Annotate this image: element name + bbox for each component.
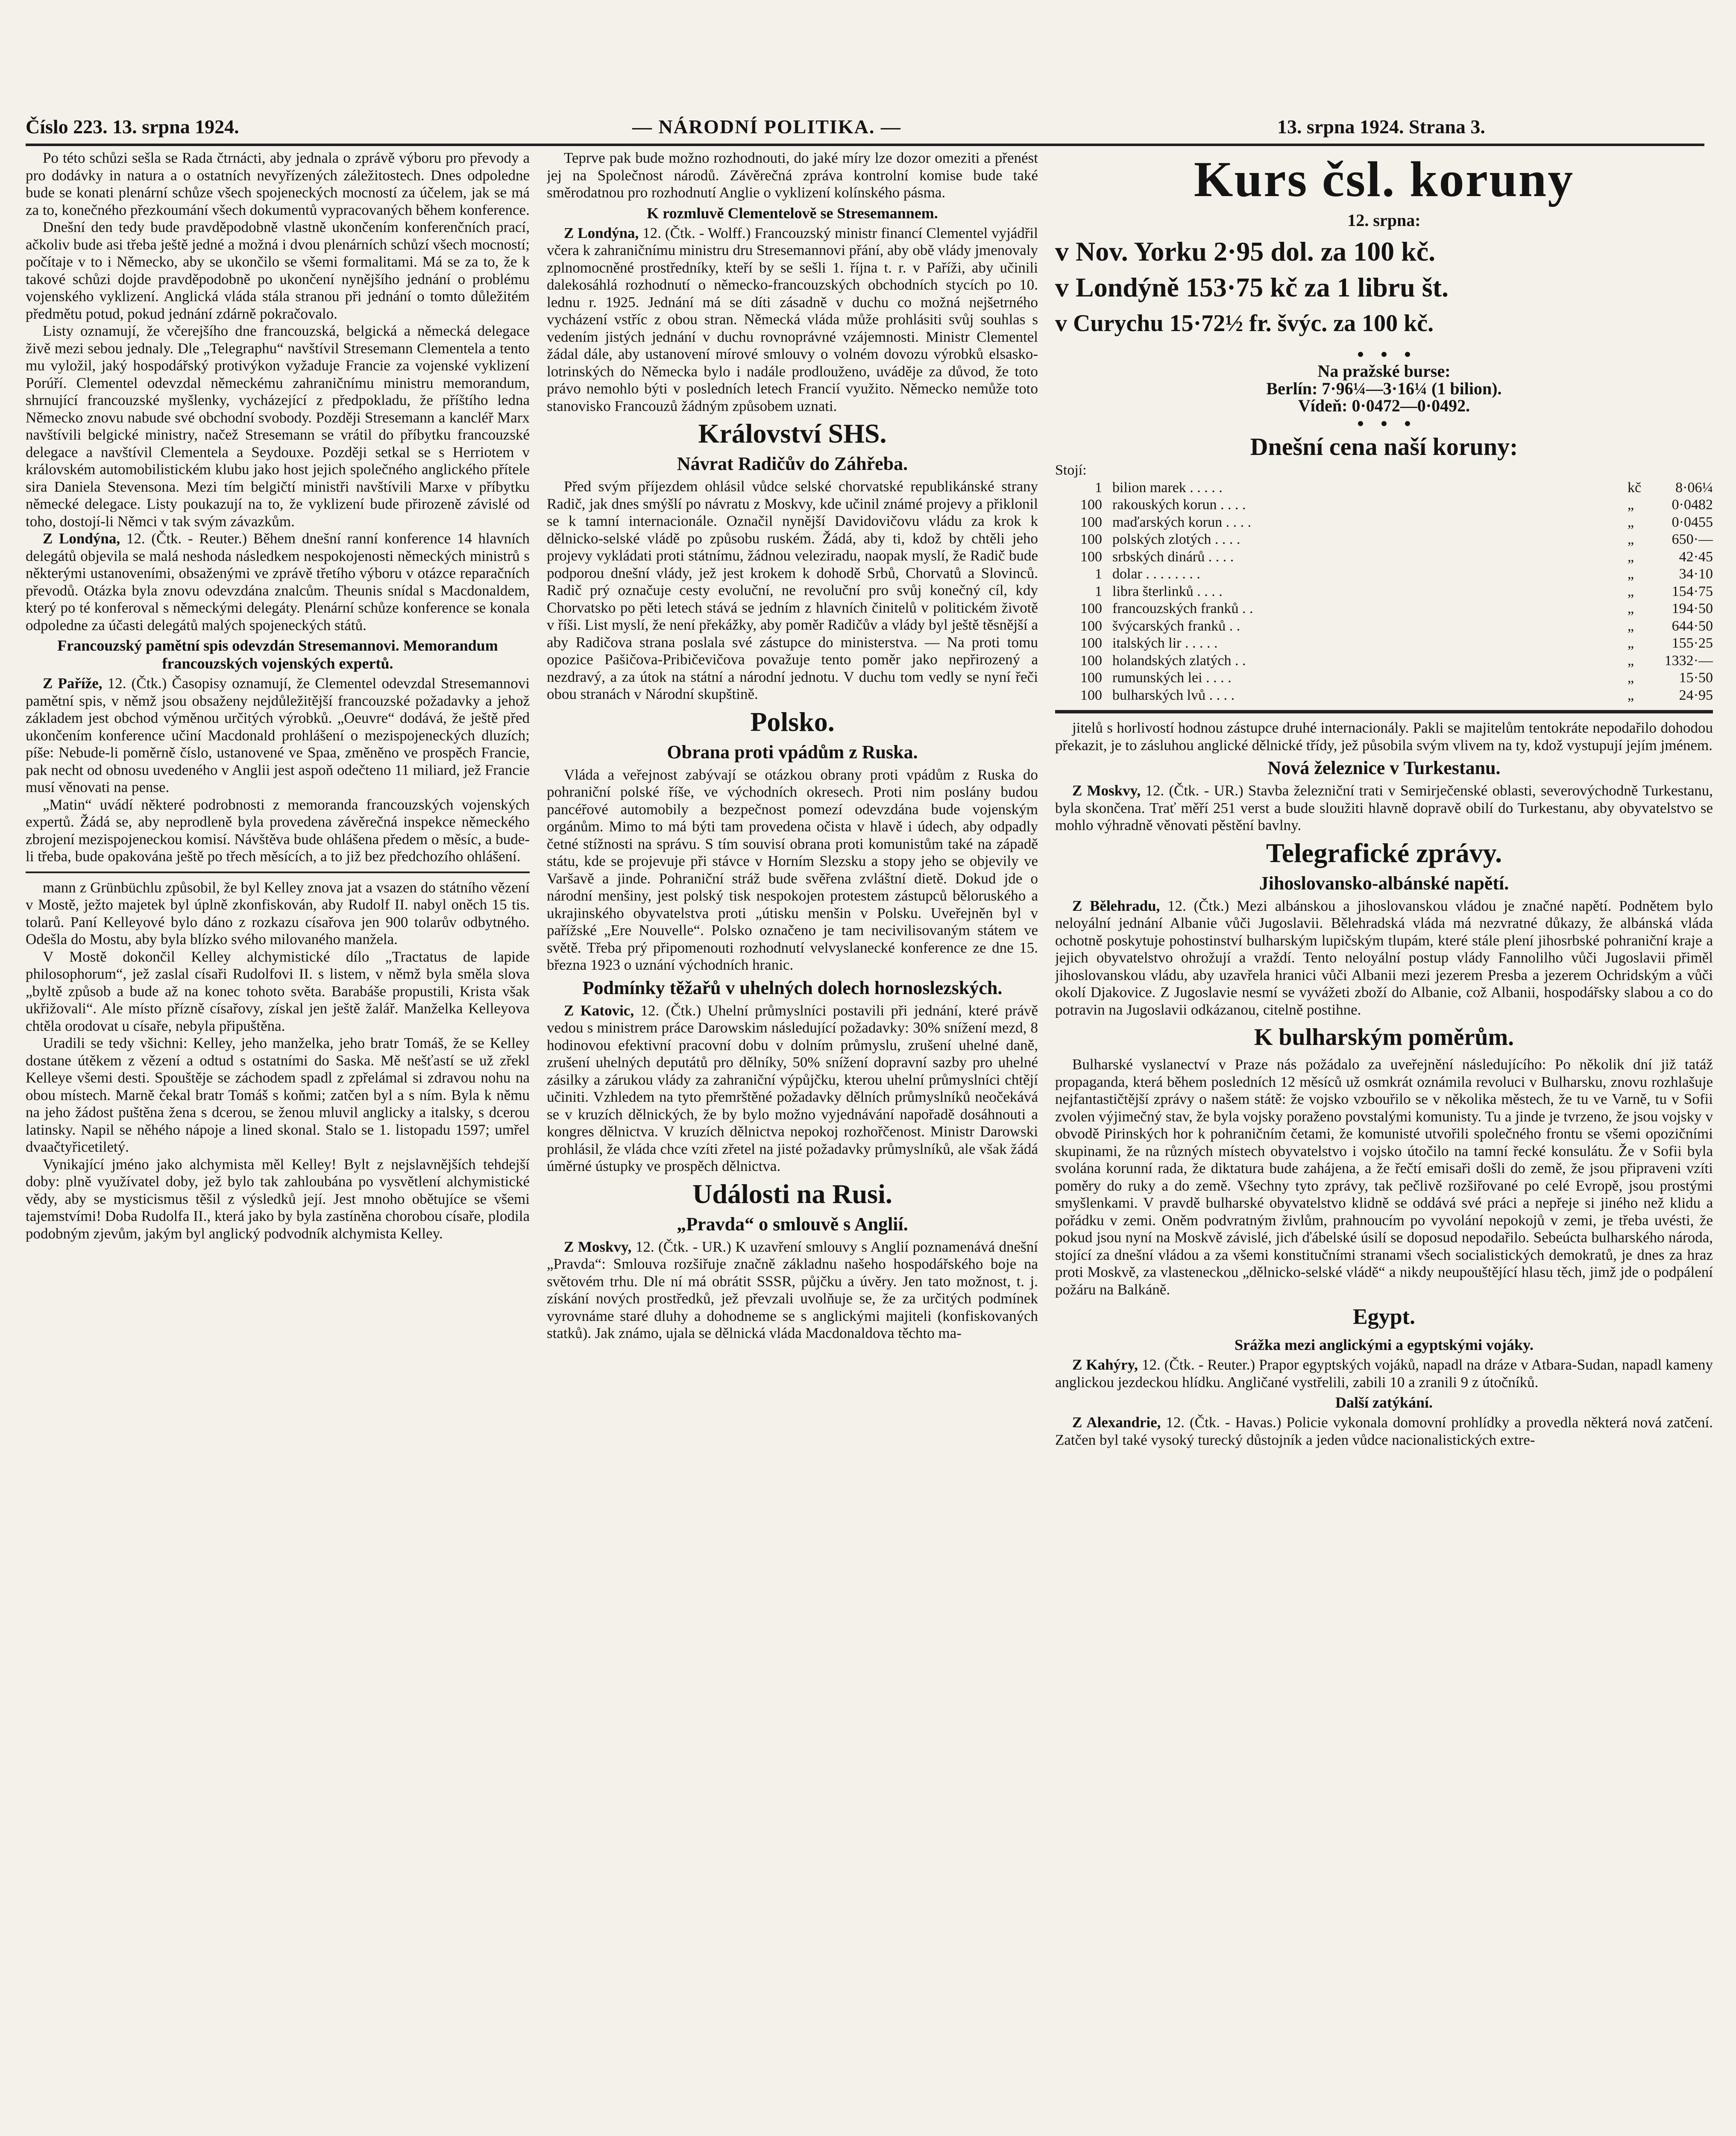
rate-unit: „ [1628,601,1634,616]
rate-name: polských zlotých . . . . [1112,531,1240,547]
article-text [1055,782,1713,834]
dateline: Z Alexandrie, [1072,1414,1161,1431]
article-text: Vláda a veřejnost zabývají se otázkou obrany proti vpádům z Ruska do pohraniční polské říše, ve východních okresech. Proti nim poslány budou pancéřové automobily a bezpečnost pomezí odevzdána bude vojenským orgánům. Mimo to má býti tam provedena očista v hlavě i údech, aby odpadly četné stížnosti na správu. S tím souvisí obrana proti komunistům také na západě státu, kde se projevuje při stávce v Horním Slezsku a stopy jeho se objevily ve Varšavě a jinde. Pohraniční stráž bude svěřena zvláštní dietě. Dokud jde o národní menšiny, jest polský tisk nespokojen protestem zástupců běloruského a ukrajinského obyvatelstva proti „útisku menšin v Polsku. Uveřejněn byl v pařížské „Ere Nouvelle“. Polsko označeno je tam necivilisovaným státem ve světě. Třeba prý připomenouti rozhodnutí velvyslanecké konference ze dne 15. března 1923 o uznání východních hranic. [547,766,1038,973]
rate-value: 15·50 [1679,670,1713,686]
rate-row [1055,531,1713,549]
rate-value: 24·95 [1679,687,1713,703]
article-body: 12. (Čtk.) Časopisy oznamují, že Clementel odevzdal Stresemannovi pamětní spis, v němž jsou obsaženy nejdůležitější francouzské požadavky a jehož základem jest obchod výměnou určitých výrobků. „Oeuvre“ dodává, že ještě před ukončením konference učiní Macdonald prohlášení o mezispojeneckých dluzích; píše: Nebude-li poměrně číslo, ustanovené ve Spaa, změněno ve prospěch Francie, pak necht od obnosu uvedeného v Anglii jest aspoň odečteno 11 miliard, jež Francie musí věnovati na pense. [26,675,530,795]
rate-name: rakouských korun . . . . [1112,497,1246,513]
article-text [547,1002,1038,1175]
article-text: „Matin“ uvádí některé podrobnosti z memoranda francouzských vojenských expertů. Žádá se, aby neprodleně byla provedena závěrečná inspekce německého zbrojení mezispojeneckou komisí. Návštěva bude ohlášena předem o měsíc, a bude-li třeba, bude opakována ještě po třech měsících, a to již bez předchozího ohlášení. [26,796,530,865]
rate-row [1055,479,1713,497]
rate-name: libra šterlinků . . . . [1112,583,1223,599]
section-title: Telegrafické zprávy. [1266,837,1502,868]
header-masthead: — NÁRODNÍ POLITIKA. — [632,116,901,138]
dateline: Z Paříže, [43,675,103,692]
rate-name: švýcarských franků . . [1112,618,1240,634]
rate-london: v Londýně 153·75 kč za 1 libru št. [1055,272,1449,302]
rate-name: holandských zlatých . . [1112,652,1246,669]
rate-unit: „ [1628,652,1634,669]
rate-qty: 1 [1095,479,1102,496]
rate-vienna: Vídeň: 0·0472—0·0492. [1298,396,1470,415]
rate-value: 42·45 [1679,549,1713,565]
column-3 [1055,150,1713,2136]
rate-qty: 100 [1080,687,1102,703]
section-title: Egypt. [1353,1305,1415,1329]
headline: Podmínky těžařů v uhelných dolech hornoslezských. [582,977,1003,998]
rate-unit: „ [1628,514,1634,530]
article-text [26,530,530,634]
rate-value: 644·50 [1671,618,1713,634]
article-text [547,1238,1038,1342]
headline: Nová železnice v Turkestanu. [1267,757,1501,778]
burse-title: Na pražské burse: [1317,361,1451,381]
rate-qty: 100 [1080,601,1102,616]
article-text: Po této schůzi sešla se Rada čtrnácti, aby jednala o zprávě výboru pro převody a pro dodávky in natura a o ostatních nevyřízených záležitostech. Dnes odpoledne bude se konati plenární schůze všech spojeneckých mocností za účelem, jak se má za to, konečného přezkoumání všech dokumentů vypracovaných během konference. [26,150,530,218]
header-issue: Číslo 223. 13. srpna 1924. [26,116,239,138]
rate-unit: „ [1628,549,1634,565]
rate-row [1055,635,1713,652]
rate-row [1055,496,1713,514]
dateline: Z Kahýry, [1072,1356,1138,1373]
rate-qty: 1 [1095,583,1102,599]
article-body: 12. (Čtk. - UR.) Stavba železniční trati v Semirječenské oblasti, severovýchodně Turkestanu, byla skončena. Trať měří 251 verst a bude sloužiti hlavně dopravě obilí do Turkestanu, aby obyvatelstvo se mohlo výhradně věnovati pěstění bavlny. [1055,782,1713,833]
rate-value: 0·0482 [1671,497,1713,513]
rate-qty: 100 [1080,514,1102,530]
article-body: 12. (Čtk. - UR.) K uzavření smlouvy s Anglií poznamenává dnešní „Pravda“: Smlouva rozšiřuje značně základnu našeho hospodářského boje na světovém trhu. Dle ní má obrátit SSSR, půjčku a úvěry. Jen tato možnost, t. j. získání nových prostředků, jež převzali uvolňuje se, že za určitých podmínek vyrovnáme staré dluhy a dohodneme se s anglickými majiteli (konfiskovaných statků). Jak známo, ujala se dělnická vláda Macdonaldova těchto ma- [547,1238,1038,1341]
crown-price-title: Dnešní cena naší koruny: [1250,433,1518,461]
rate-name: italských lir . . . . . [1112,635,1218,651]
section-title: Události na Rusi. [692,1178,892,1209]
dateline: Z Katovic, [564,1002,634,1019]
article-text [26,675,530,796]
article-text [1055,1414,1713,1449]
dateline: Z Londýna, [564,224,639,241]
column-1 [26,150,530,2136]
rate-value: 194·50 [1671,601,1713,616]
rate-berlin: Berlín: 7·96¼—3·16¼ (1 bilion). [1266,378,1502,398]
exchange-date: 12. srpna: [1347,211,1421,230]
article-body: 12. (Čtk. - Havas.) Policie vykonala domovní prohlídky a provedla některá nová zatčení. Zatčen byl také vysoký turecký důstojník a jeden vůdce nacionalistických extre- [1055,1414,1713,1448]
headline: Jihoslovansko-albánské napětí. [1259,872,1509,894]
article-text: Vynikající jméno jako alchymista měl Kelley! Bylt z nejslavnějších tehdejší doby: plně využívatel doby, jež bylo tak zahloubána po vysvětlení alchymistické vědy, aby se mysticismus těšil z výsledků její. Jest mnoho obětujíce se všemi tajemstvími! Doba Rudolfa II., která jako by byla zastíněna chorobou císaře, plodila podobným zjevům, jakým byl anglický podvodník alchymista Kelley. [26,1156,530,1242]
rate-qty: 100 [1080,670,1102,686]
rate-name: maďarských korun . . . . [1112,514,1252,530]
rate-row [1055,566,1713,583]
rate-row [1055,652,1713,670]
dateline: Z Bělehradu, [1072,897,1160,914]
rate-unit: kč [1628,479,1642,496]
rate-qty: 100 [1080,618,1102,634]
rate-qty: 100 [1080,635,1102,651]
rate-value: 1332·— [1664,652,1713,669]
article-body: 12. (Čtk. - Reuter.) Prapor egyptských vojáků, napadl na dráze v Atbara-Sudan, napadl kameny anglickou jezdeckou hlídku. Angličané vystřelili, zabili 10 a zranili 9 z útočníků. [1055,1356,1713,1391]
headline: K rozmluvě Clementelově se Stresemannem. [647,204,938,222]
rate-row [1055,687,1713,704]
section-title: Království SHS. [698,418,887,449]
header-rule [26,144,1704,146]
rate-new-york: v Nov. Yorku 2·95 dol. za 100 kč. [1055,236,1436,267]
rate-name: srbských dinárů . . . . [1112,549,1234,565]
column-2 [547,150,1038,2136]
headline: Obrana proti vpádům z Ruska. [667,741,918,763]
article-text: Bulharské vyslanectví v Praze nás požádalo za uveřejnění následujícího: Po několik dní již tatáž propaganda, která během posledních 12 měsíců už osmkrát oznámila revoluci v Bulharsku, znovu rozhlašuje nejfantastičtější zprávy o našem státě: že vojsko vzbouřilo se v několika městech, že tu ve Varně, tu v Sofii zvolen výjimečný stav, že byla vojsky poraženo povstalými komunisty. Tu a jinde je tvrzeno, že jsou vojsky v obvodě Pirinských hor k pohraničním četami, že komunisté utvořili společného frontu se všemi opozičními skupinami, že na různých místech obyvatelstvo i vojsko útočilo na tamní řecké konsulátu. Že v Sofii byla svolána korunní rada, že diktatura bude zahájena, a že řečtí emisaři došli do země, že jsou připraveni vzíti poměry do ruky a do země. Všechny tyto zprávy, tak pečlivě rozšiřované po celé Evropě, jsou prostými smyšlenkami. V pravdě bulharské obyvatelstvo klidně se oddává své práci a nepřeje si jiného než klidu a pořádku v zemi. Oněm podvratným živlům, prahnoucím po vyvolání nepokojů v zemi, je třeba uvésti, že pokud jsou nyní na Moskvě závislé, jich ďábelské úsilí se doposud nepodařilo. Sebeúcta bulharského národa, stojící za dnešní vládou a za všemi konstitučními stranami všech socialistických demokratů, je dnes za hraz proti Moskvě, za vlasteneckou „dělnicko-selské vládě“ a nikdy neupouštějící hlasu těch, jimž jde o podpálení požáru na Balkáně. [1055,1056,1713,1298]
rate-row [1055,514,1713,531]
rate-qty: 1 [1095,566,1102,582]
dateline: Z Londýna, [43,530,120,547]
section-title: K bulharským poměrům. [1254,1024,1514,1050]
rate-value: 154·75 [1671,583,1713,599]
article-text: mann z Grünbüchlu způsobil, že byl Kelley znova jat a vsazen do státního vězení v Mostě, ježto majetek byl úplně zkonfiskován, aby Rudolf II. nabyl oněch 15 tis. tolarů. Paní Kelleyové bylo dáno z rozkazu císařova jen 900 tolarův odbytného. Odešla do Mostu, aby byla blízko svého milovaného manžela. [26,879,530,948]
headline: Francouzský pamětní spis odevzdán Stresemannovi. Memorandum francouzských vojenských expertů. [57,637,498,672]
article-body: 12. (Čtk. - Wolff.) Francouzský ministr financí Clementel vyjádřil včera k zahraničnímu ministru dru Stresemannovi přání, aby obě vlády jmenovaly zplnomocněné prostředníky, kteří by se sešli 1. října t. r. v Paříži, aby učinili dalekosáhlá rozhodnutí o německo-francouzských obchodních stycích po 10. lednu r. 1925. Jednání má se díti zásadně v duchu co možná nejšetrného vycházení vstříc z obou stran. Německá vláda může prohlásiti svůj souhlas s vedením jistých jednání v duchu rovnoprávné vzájemnosti. Ministr Clementel žádal dále, aby ustanovení mírové smlouvy o volném dovozu výrobků elsasko-lotrinských do Německa bylo i nadále prodlouženo, uváděje za důvod, že toto právo nemohlo býti v posledních letech Francií využito. Německo nemůže toto stanovisko Francouzů žádným způsobem uznati. [547,224,1038,414]
article-text: Teprve pak bude možno rozhodnouti, do jaké míry lze dozor omeziti a přenést jej na Společnost národů. Závěrečná zpráva kontrolní komise bude také směrodatnou pro rozhodnutí Anglie o vyklizení kolínského pásma. [547,150,1038,201]
rate-row [1055,549,1713,566]
rate-zurich: v Curychu 15·72½ fr. švýc. za 100 kč. [1055,310,1434,337]
headline: Návrat Radičův do Záhřeba. [677,453,908,474]
rate-unit: „ [1628,566,1634,582]
rate-unit: „ [1628,618,1634,634]
article-text: jitelů s horlivostí hodnou zástupce druhé internacionály. Pakli se majitelům tentokráte nepodařilo dohodou překazit, je to zásluhou anglické dělnické třídy, jež působila svým vlivem na ty, kdož vystupují jejím jménem. [1055,719,1713,754]
rate-row [1055,618,1713,635]
header-date-page: 13. srpna 1924. Strana 3. [1277,116,1485,138]
article-text: Listy oznamují, že včerejšího dne francouzská, belgická a německá delegace živě mezi sebou jednaly. Dle „Telegraphu“ navštívil Stresemann Clementela a tento mu vyložil, jaký hospodářský protivýkon vyžaduje Francie za vojenské vyklizení Porúří. Clementel odevzdal německému zahraničnímu ministru memorandum, shrnující francouzské myšlenky, vycházející z předpokladu, že příštího ledna Německo znovu nabude své obchodní svobody. Později Stresemann a kancléř Marx navštívili belgické ministry, načež Stresemann se vrátil do příbytku francouzské delegace a navštívil Clementela a Seydouxe. Později setkal se s Herriotem v královském automobilistickém klubu jako host jejich společného anglického přítele sira Daniela Stevensona. Mezi tím belgičtí ministři navštívili Marxe v příbytku německé delegace. Listy poukazují na to, že vyklizení bude přirozeně závislé od toho, dostojí-li Němci v tak svým závazkům. [26,323,530,530]
rate-unit: „ [1628,531,1634,547]
rate-value: 0·0455 [1671,514,1713,530]
stoji-label: Stojí: [1055,462,1087,478]
rate-qty: 100 [1080,497,1102,513]
article-text [1055,898,1713,1019]
rate-name: francouzských franků . . [1112,601,1253,616]
rate-value: 650·— [1671,531,1713,547]
rate-unit: „ [1628,687,1634,703]
dateline: Z Moskvy, [1072,782,1141,799]
column-divider [26,871,530,873]
headline: Srážka mezi anglickými a egyptskými vojáky. [1235,1336,1534,1353]
article-body: 12. (Čtk.) Mezi albánskou a jihoslovanskou vládou je značné napětí. Podnětem bylo neloyální jednání Albanie vůči Jugoslavii. Bělehradská vláda má nezvratné důkazy, že albánská vláda ochotně poskytuje pohostinství bulharským lupičským tlupám, které stále plení jihosrbské pohraniční kraje a jejich obyvatelstvo ohrožují a vraždí. Tento neloyální postup vlády Fannolilho vůči Jugoslavii přiměl jihoslovanskou vládu, aby uzavřela hranici vůči Albanii mezi jezerem Presba a jezerem Ochridským a vůči okolí Djakovice. Z Jugoslavie nesmí se vyvážeti zboží do Albanie, což Albanii, hospodářsky slabou a co do potravin na Jugoslavii odkázanou, citelně postihne. [1055,897,1713,1018]
rate-unit: „ [1628,497,1634,513]
bullet-divider: • • • [1357,342,1411,366]
article-text: V Mostě dokončil Kelley alchymistické dílo „Tractatus de lapide philosophorum“, jež zaslal císaři Rudolfovi II. s listem, v němž byla směla slova „byltě způsob a bude až na konec tohoto světa. Barabáše propustili, Krista však ukřižovali“. Ale místo přízně císařovy, získal jen ještě žalář. Manželka Kelleyova chtěla orodovat u císaře, nebyla připuštěna. [26,948,530,1034]
rate-unit: „ [1628,670,1634,686]
rate-row [1055,600,1713,618]
column-divider [1055,710,1713,713]
rate-name: dolar . . . . . . . . [1112,566,1200,582]
article-body: 12. (Čtk.) Uhelní průmyslníci postavili při jednání, které právě vedou s ministrem práce Darowskim následující požadavky: 30% snížení mezd, 8 hodinovou efektivní pracovní dobu v dolním průmyslu, zrušení uhelné daně, zrušení uhelných deputátů pro dělníky, 50% snížení dopravní sazby pro uhelné zásilky a zárukou vlády za zahraniční výpůjčku, kterou uhelní průmyslníci chtějí učiniti. Vzhledem na tyto přemrštěné požadavky dělních průmyslníků neočekává se v kruzích dělnických, že by bylo možno vyjednávání napořadě dosáhnouti a kongres dělnictva. V kruzích dělnictva nepokoj rozhořčenost. Ministr Darowski prohlásil, že vláda chce vzíti zřetel na jisté požadavky průmyslníků, ale však žádá úměrné ústupky ve prospěch dělnictva. [547,1002,1038,1174]
rate-name: bilion marek . . . . . [1112,479,1223,496]
article-text [1055,1356,1713,1391]
rate-qty: 100 [1080,531,1102,547]
headline: „Pravda“ o smlouvě s Anglií. [677,1213,908,1235]
article-text: Dnešní den tedy bude pravděpodobně vlastně ukončením konferenčních prací, ačkoliv bude asi třeba ještě jedné a možná i dvou plenárních schůzí všech mocností; počítaje v to i Německo, aby se ukončilo se všemi formalitami. Má se za to, že k takové schůzi dojde pravděpodobně po ukončení nynějšího jednání o problému vojenského vyklizení. Anglická vláda stála stranou při jednání o tomto důležitém předmětu potud, pokud jednání zdárně pokračovalo. [26,219,530,322]
rate-name: rumunských lei . . . . [1112,670,1232,686]
article-text [547,225,1038,415]
article-body: 12. (Čtk. - Reuter.) Během dnešní ranní konference 14 hlavních delegátů objevila se malá neshoda následkem nespokojenosti německých ministrů s některými ustanoveními, obsaženými ve zprávě třetího výboru v otázce reparačních převodů. Otázka byla znovu odevzdána znalcům. Theunis snídal s Macdonaldem, který po té konferoval s německými delegáty. Plenární schůze konference se konala odpoledne za účasti delegátů malých spojeneckých států. [26,530,530,634]
bullet-divider: • • • [1357,411,1411,435]
rate-row [1055,583,1713,601]
page-header [0,0,1736,154]
exchange-rate-title: Kurs čsl. koruny [1194,151,1575,207]
rate-value: 34·10 [1679,566,1713,582]
rate-unit: „ [1628,635,1634,651]
article-text: Před svým příjezdem ohlásil vůdce selské chorvatské republikánské strany Radič, jak dnes smýšlí po návratu z Moskvy, kde učinil známé projevy a přiklonil se k tamní internacionále. Označil nynější Davidovičovu vládu za krok k dělnicko-selské vládě po způsobu ruském. Žádá, aby ti, kdož by chtěli jeho projevy vykládati proti státnímu, žádnou veleziradu, naopak myslí, že Radič bude podporou dnešní vlády, jež jest krokem k dohodě Srbů, Chorvatů a Slovinců. Radič prý označuje cesty evoluční, ne revoluční pro svůj konečný cíl, kdy Chorvatsko po pěti letech stává se jedním z hlavních činitelů v politickém životě v říši. List myslí, že není překážky, aby poměr Radičův a vlády byl ještě těsnější a aby Radičova strana poslala své zástupce do ministerstva. — Na proti tomu opozice Pašičova-Pribičevičova považuje tento poměr jako nepřirozený a nezdravý, a za útok na státní a národní jednotu. V duchu tom vedly se nyní řeči obou stranách v Národní skupštině. [547,478,1038,702]
section-title: Polsko. [750,706,835,737]
rate-qty: 100 [1080,549,1102,565]
headline: Další zatýkání. [1335,1394,1433,1411]
dateline: Z Moskvy, [564,1238,632,1255]
rate-unit: „ [1628,583,1634,599]
rate-qty: 100 [1080,652,1102,669]
crown-price-table [1055,462,1713,704]
rate-value: 155·25 [1671,635,1713,651]
rate-row [1055,669,1713,687]
article-text: Uradili se tedy všichni: Kelley, jeho manželka, jeho bratr Tomáš, že se Kelley dostane útěkem z vězení a odtud s ostatními do Saska. Mě nešťastí se už zřekl Kelleye všemi desti. Spouštěje se záchodem spadl z zpřelámal si zdravou nohu na obou místech. Marně čekal bratr Tomáš s koňmi; zatčen byl a s ním. Byla k němu na jeho žádost puštěna žena s dcerou, se ženou mluvil anglicky a italsky, s dcerou latinsky. Napil se něhého nápoje a lined skonal. Stalo se 1. listopadu 1597; umřel dvaačtyřicetiletý. [26,1035,530,1155]
rate-value: 8·06¼ [1675,479,1713,496]
rate-name: bulharských lvů . . . . [1112,687,1235,703]
